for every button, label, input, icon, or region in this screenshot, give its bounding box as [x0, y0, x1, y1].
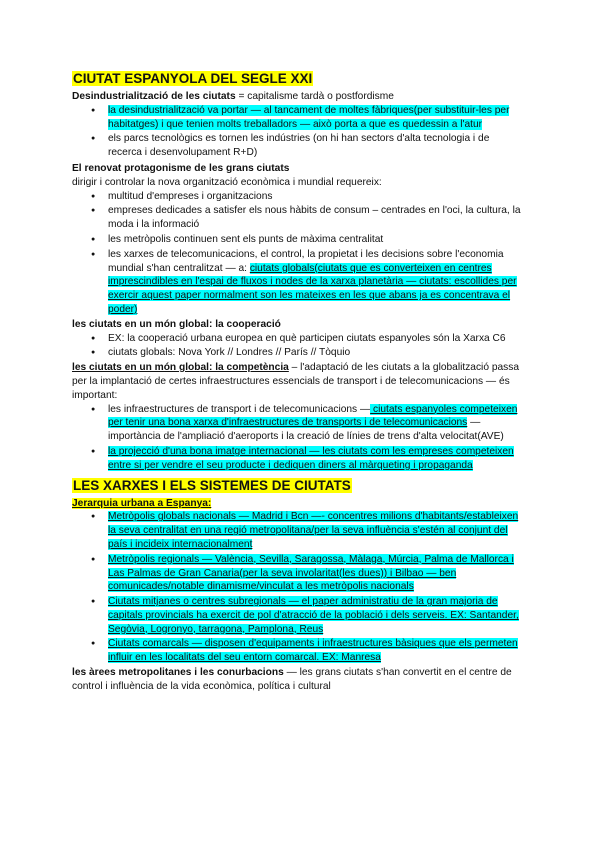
- paragraph-cooperacio: [72, 318, 522, 332]
- paragraph-desindustrialitzacio: [72, 90, 522, 104]
- highlighted-text: la projecció d'una bona imatge internacional — les ciutats com les empreses competeixen entre si per vendre el seu producte i dediquen diners al màrqueting i propaganda: [108, 445, 514, 471]
- bullet-list-2: [72, 190, 522, 317]
- list-item: [108, 595, 522, 636]
- list-item: [108, 637, 522, 665]
- highlighted-text: Ciutats comarcals — disposen d'equipaments i infraestructures bàsiques que els permeten influir en les localitats del seu entorn comarcal. EX: Manresa: [108, 638, 518, 664]
- list-item: [108, 510, 522, 551]
- highlighted-text: la desindustrialització va portar — al tancament de moltes fàbriques(per substituir-les per habitatges) i que tenien molts treballadors — això porta a que es quedessin a l'atur: [108, 104, 510, 130]
- paragraph-text: = capitalisme tardà o postfordisme: [235, 91, 394, 102]
- bold-term: Jerarquia urbana a Espanya:: [72, 497, 212, 509]
- highlighted-text: Metròpolis globals nacionals — Madrid i Bcn —- concentres milions d'habitants/estableixen la seva centralitat en una regió metropolitana/per la seva influència s'estén al conjunt del país i incideix internacionalment: [108, 511, 519, 550]
- paragraph-text: dirigir i controlar la nova organització econòmica i mundial requereix:: [72, 176, 382, 188]
- list-item-text: — importància de l'ampliació d'aeroports i la creació de línies de trens d'alta velocitat(AVE): [108, 417, 504, 443]
- paragraph-text: — les grans ciutats s'han convertit en el centre de control i influència de la vida econòmica, política i cultural: [72, 667, 512, 692]
- bold-term: les àrees metropolitanes i les conurbacions: [72, 667, 284, 679]
- bold-term: les ciutats en un món global: la competència: [72, 362, 289, 374]
- paragraph-text: – l'adaptació de les ciutats a la globalització passa per la implantació de certes infraestructures essencials de transport i de telecomunicacions — és important:: [72, 362, 520, 401]
- list-item: ● empreses dedicades a satisfer els nous hàbits de consum – centrades en l'oci, la cultura, la moda i la informació: [108, 204, 522, 232]
- bold-term: Desindustrialització de les ciutats: [72, 91, 236, 102]
- list-item-text: les infraestructures de transport i de telecomunicacions —: [108, 403, 371, 415]
- document-page: [72, 66, 522, 694]
- bullet-list-1: [72, 104, 522, 160]
- list-item: ● EX: la cooperació urbana europea en què participen ciutats espanyoles són la Xarxa C6: [108, 332, 522, 346]
- bullet-list-5: [72, 510, 522, 665]
- highlighted-text: Ciutats mitjanes o centres subregionals — el paper administratiu de la gran majoria de capitals provincials ha exercit de pol d'atracció de la població i dels serveis. EX: Santander, Segòvia, Logronyo, tarragona, Pamplona, Reus: [108, 596, 519, 635]
- list-item: ● multitud d'empreses i organitzacions: [108, 190, 522, 204]
- bullet-list-3: [72, 332, 522, 361]
- paragraph-jerarquia: [72, 497, 522, 511]
- highlighted-text: ciutats globals(ciutats que es converteixen en centres imprescindibles en l'espai de fluxos i nodes de la xarxa planetària — ciutats: escollides per exercir aquest paper normalment son les mateixes en les que abans ja es concentrava el poder): [108, 262, 517, 315]
- list-item: ● ciutats globals: Nova York // Londres // París // Tòquio: [108, 346, 522, 360]
- list-item: [108, 445, 522, 473]
- paragraph-competencia: [72, 361, 522, 402]
- highlighted-text: ciutats espanyoles competeixen per tenir una bona xarxa d'infraestructures de transports i de telecomunicacions: [108, 403, 518, 429]
- paragraph-arees-metropolitanes: [72, 666, 522, 694]
- section-title-xarxes: LES XARXES I ELS SISTEMES DE CIUTATS: [73, 477, 351, 493]
- list-item: ● els parcs tecnològics es tornen les indústries (on hi han sectors d'alta tecnologia i de recerca i desenvolupament R+D): [108, 132, 522, 160]
- list-item: [108, 553, 522, 594]
- section-title-ciutat: CIUTAT ESPANYOLA DEL SEGLE XXI: [73, 71, 313, 86]
- list-item-text: les xarxes de telecomunicacions, el control, la propietat i les decisions sobre l'economia mundial s'han centralitzat — a:: [108, 248, 504, 274]
- list-item: ● les metròpolis continuen sent els punts de màxima centralitat: [108, 233, 522, 247]
- list-item: [108, 248, 522, 317]
- list-item: [108, 403, 522, 444]
- paragraph-protagonisme: [72, 162, 522, 176]
- highlighted-text: Metròpolis regionals — València, Sevilla, Saragossa, Màlaga, Múrcia, Palma de Mallorca i Las Palmas de Gran Canaria(per la seva involaritat(les dues)) i Bilbao — ben comunicades/notable dinamisme/vinculat a les metròpolis nacionals: [108, 553, 514, 593]
- list-item: [108, 104, 522, 132]
- bold-term: El renovat protagonisme de les grans ciutats: [72, 162, 290, 174]
- bullet-list-4: [72, 403, 522, 473]
- bold-term: les ciutats en un món global: la cooperació: [72, 318, 281, 330]
